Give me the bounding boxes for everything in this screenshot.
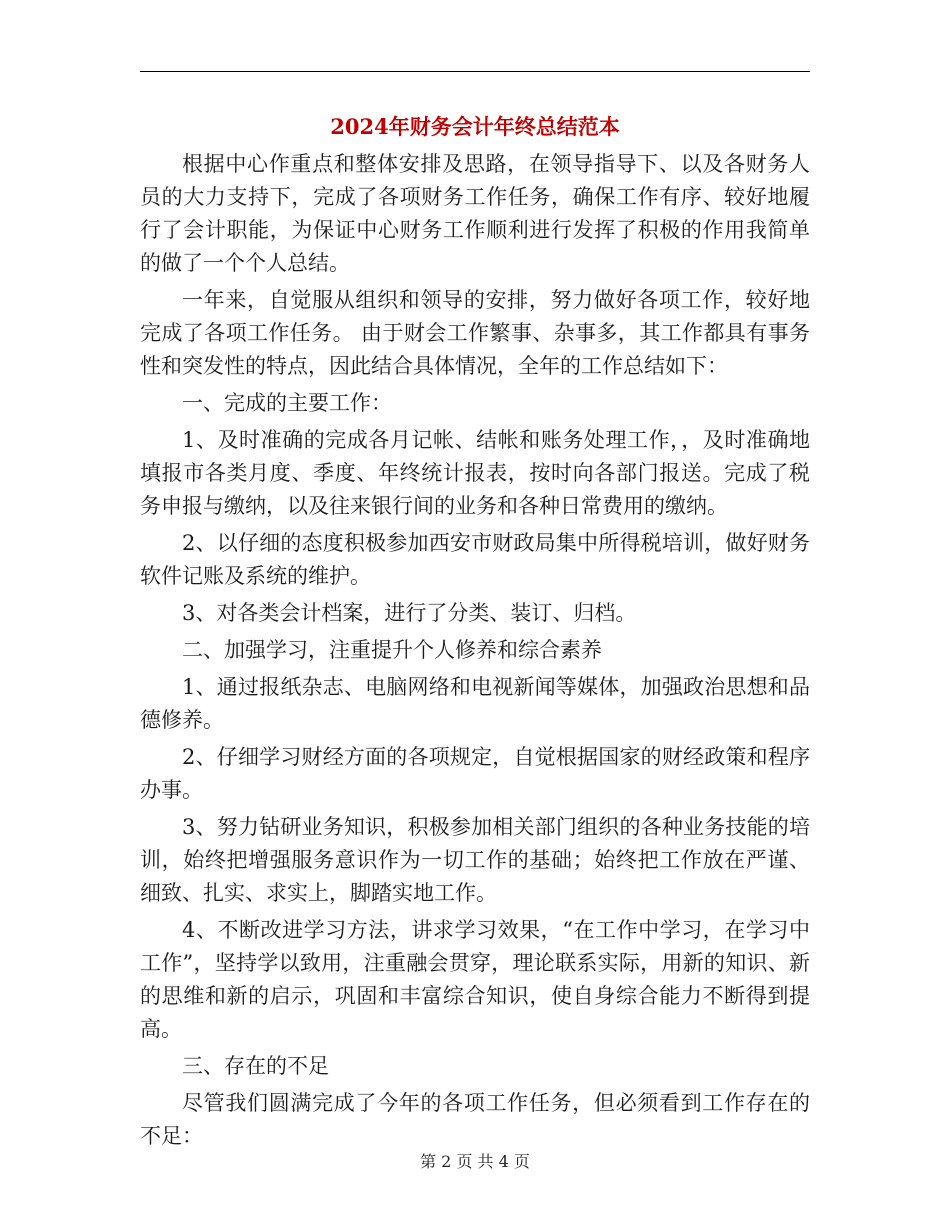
document-body — [140, 148, 810, 1157]
paragraph-item-2-2: 2、仔细学习财经方面的各项规定，自觉根据国家的财经政策和程序办事。 — [140, 745, 810, 802]
paragraph-item-2-4: 4、不断改进学习方法，讲求学习效果，“在工作中学习，在学习中工作”，坚持学以致用，注重融会贯穿，理论联系实际，用新的知识、新的思维和新的启示，巩固和丰富综合知识，使自身综合能力不断得到提高。 — [140, 918, 810, 1041]
page-footer: 第 2 页 共 4 页 — [420, 1152, 530, 1171]
document-title: 2024年财务会计年终总结范本 — [330, 114, 620, 139]
paragraph-item-2-3: 3、努力钻研业务知识，积极参加相关部门组织的各种业务技能的培训，始终把增强服务意识作为一切工作的基础；始终把工作放在严谨、细致、扎实、求实上，脚踏实地工作。 — [140, 815, 810, 905]
paragraph-2: 一年来，自觉服从组织和领导的安排，努力做好各项工作，较好地完成了各项工作任务。 由于财会工作繁事、杂事多，其工作都具有事务性和突发性的特点，因此结合具体情况，全年的工作总结如下： — [140, 288, 810, 378]
paragraph-item-2-1: 1、通过报纸杂志、电脑网络和电视新闻等媒体，加强政治思想和品德修养。 — [140, 675, 810, 732]
paragraph-final: 尽管我们圆满完成了今年的各项工作任务，但必须看到工作存在的不足： — [140, 1091, 810, 1148]
paragraph-1: 根据中心作重点和整体安排及思路，在领导指导下、以及各财务人员的大力支持下，完成了各项财务工作任务，确保工作有序、较好地履行了会计职能，为保证中心财务工作顺利进行发挥了积极的作用我简单的做了一个个人总结。 — [140, 152, 810, 275]
header-rule — [140, 71, 810, 72]
section-heading-2: 二、加强学习，注重提升个人修养和综合素养 — [182, 638, 602, 662]
paragraph-item-1-2: 2、以仔细的态度积极参加西安市财政局集中所得税培训，做好财务软件记账及系统的维护。 — [140, 531, 810, 588]
section-heading-1: 一、完成的主要工作： — [182, 391, 392, 415]
paragraph-item-1-1: 1、及时准确的完成各月记帐、结帐和账务处理工作，，及时准确地填报市各类月度、季度、年终统计报表，按时向各部门报送。完成了税务申报与缴纳，以及往来银行间的业务和各种日常费用的缴纳。 — [140, 428, 810, 518]
paragraph-item-1-3: 3、对各类会计档案，进行了分类、装订、归档。 — [182, 601, 637, 625]
section-heading-3: 三、存在的不足 — [182, 1054, 329, 1078]
